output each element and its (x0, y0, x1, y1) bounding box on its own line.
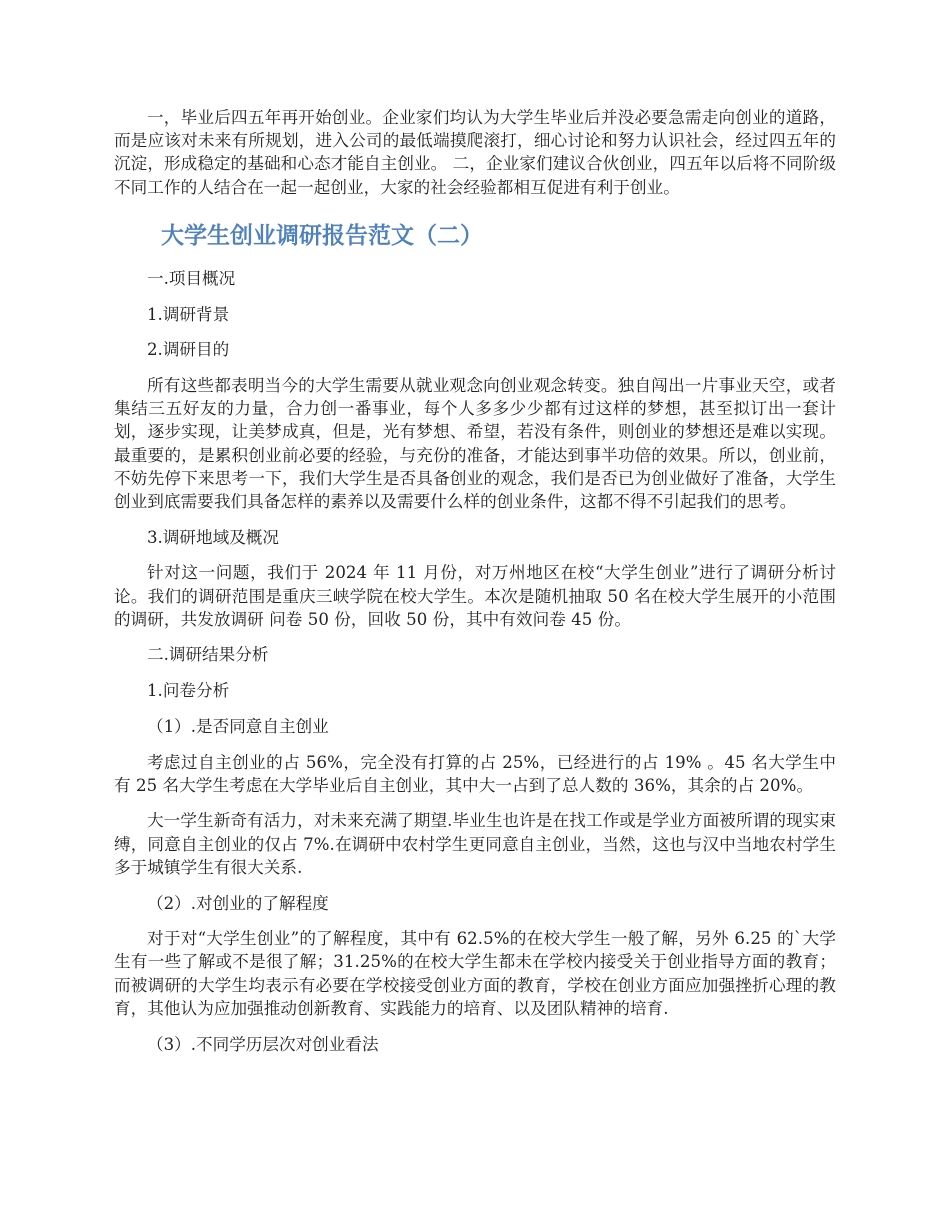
subsection-region: 3.调研地域及概况 (147, 527, 279, 547)
subsection-background: 1.调研背景 (147, 304, 230, 324)
document-page (114, 106, 836, 1056)
subsection-questionnaire: 1.问卷分析 (147, 681, 230, 701)
intro-paragraph: 一，毕业后四五年再开始创业。企业家们均认为大学生毕业后并没必要急需走向创业的道路，而是应该对未来有所规划，进入公司的最低端摸爬滚打，细心讨论和努力认识社会，经过四五年的沉淀，形成稳定的基础和心态才能自主创业。 二，企业家们建议合伙创业，四五年以后将不同阶级不同工作的人结合在一起一起创业，大家的社会经验都相互促进有利于创业。 (114, 108, 836, 197)
purpose-paragraph: 所有这些都表明当今的大学生需要从就业观念向创业观念转变。独自闯出一片事业天空，或者集结三五好友的力量，合力创一番事业，每个人多多少少都有过这样的梦想，甚至拟订出一套计划，逐步实现，让美梦成真，但是，光有梦想、希望，若没有条件，则创业的梦想还是难以实现。最重要的，是累积创业前必要的经验，与充份的准备，才能达到事半功倍的效果。所以，创业前，不妨先停下来思考一下，我们大学生是否具备创业的观念，我们是否已为创业做好了准备，大学生创业到底需要我们具备怎样的素养以及需要什么样的创业条件，这都不得不引起我们的思考。 (114, 375, 836, 511)
section-title-analysis: 二.调研结果分析 (147, 645, 269, 665)
question-1-paragraph-a: 考虑过自主创业的占 56%，完全没有打算的占 25%，已经进行的占 19% 。45 名大学生中有 25 名大学生考虑在大学毕业后自主创业，其中大一占到了总人数的 36%，其余的占 20%。 (114, 752, 836, 795)
section-title-overview: 一.项目概况 (147, 268, 236, 288)
question-2-paragraph: 对于对“大学生创业”的了解程度，其中有 62.5%的在校大学生一般了解，另外 6.25 的`大学生有一些了解或不是很了解；31.25%的在校大学生都未在学校内接受关于创业指导方面的教育；而被调研的大学生均表示有必要在学校接受创业方面的教育，学校在创业方面应加强挫折心理的教育，其他认为应加强推动创新教育、实践能力的培育、以及团队精神的培育. (114, 929, 836, 1018)
section-heading: 大学生创业调研报告范文（二） (161, 222, 483, 249)
region-paragraph: 针对这一问题，我们于 2024 年 11 月份，对万州地区在校“大学生创业”进行了调研分析讨论。我们的调研范围是重庆三峡学院在校大学生。本次是随机抽取 50 名在校大学生展开的小范围的调研，共发放调研 问卷 50 份，回收 50 份，其中有效问卷 45 份。 (114, 563, 836, 629)
subsection-purpose: 2.调研目的 (147, 340, 230, 360)
question-3-title: （3）.不同学历层次对创业看法 (147, 1034, 379, 1054)
question-2-title: （2）.对创业的了解程度 (147, 893, 329, 913)
question-1-title: （1）.是否同意自主创业 (147, 716, 329, 736)
question-1-paragraph-b: 大一学生新奇有活力，对未来充满了期望.毕业生也许是在找工作或是学业方面被所谓的现实束缚，同意自主创业的仅占 7%.在调研中农村学生更同意自主创业，当然，这也与汉中当地农村学生多于城镇学生有很大关系. (114, 811, 836, 877)
